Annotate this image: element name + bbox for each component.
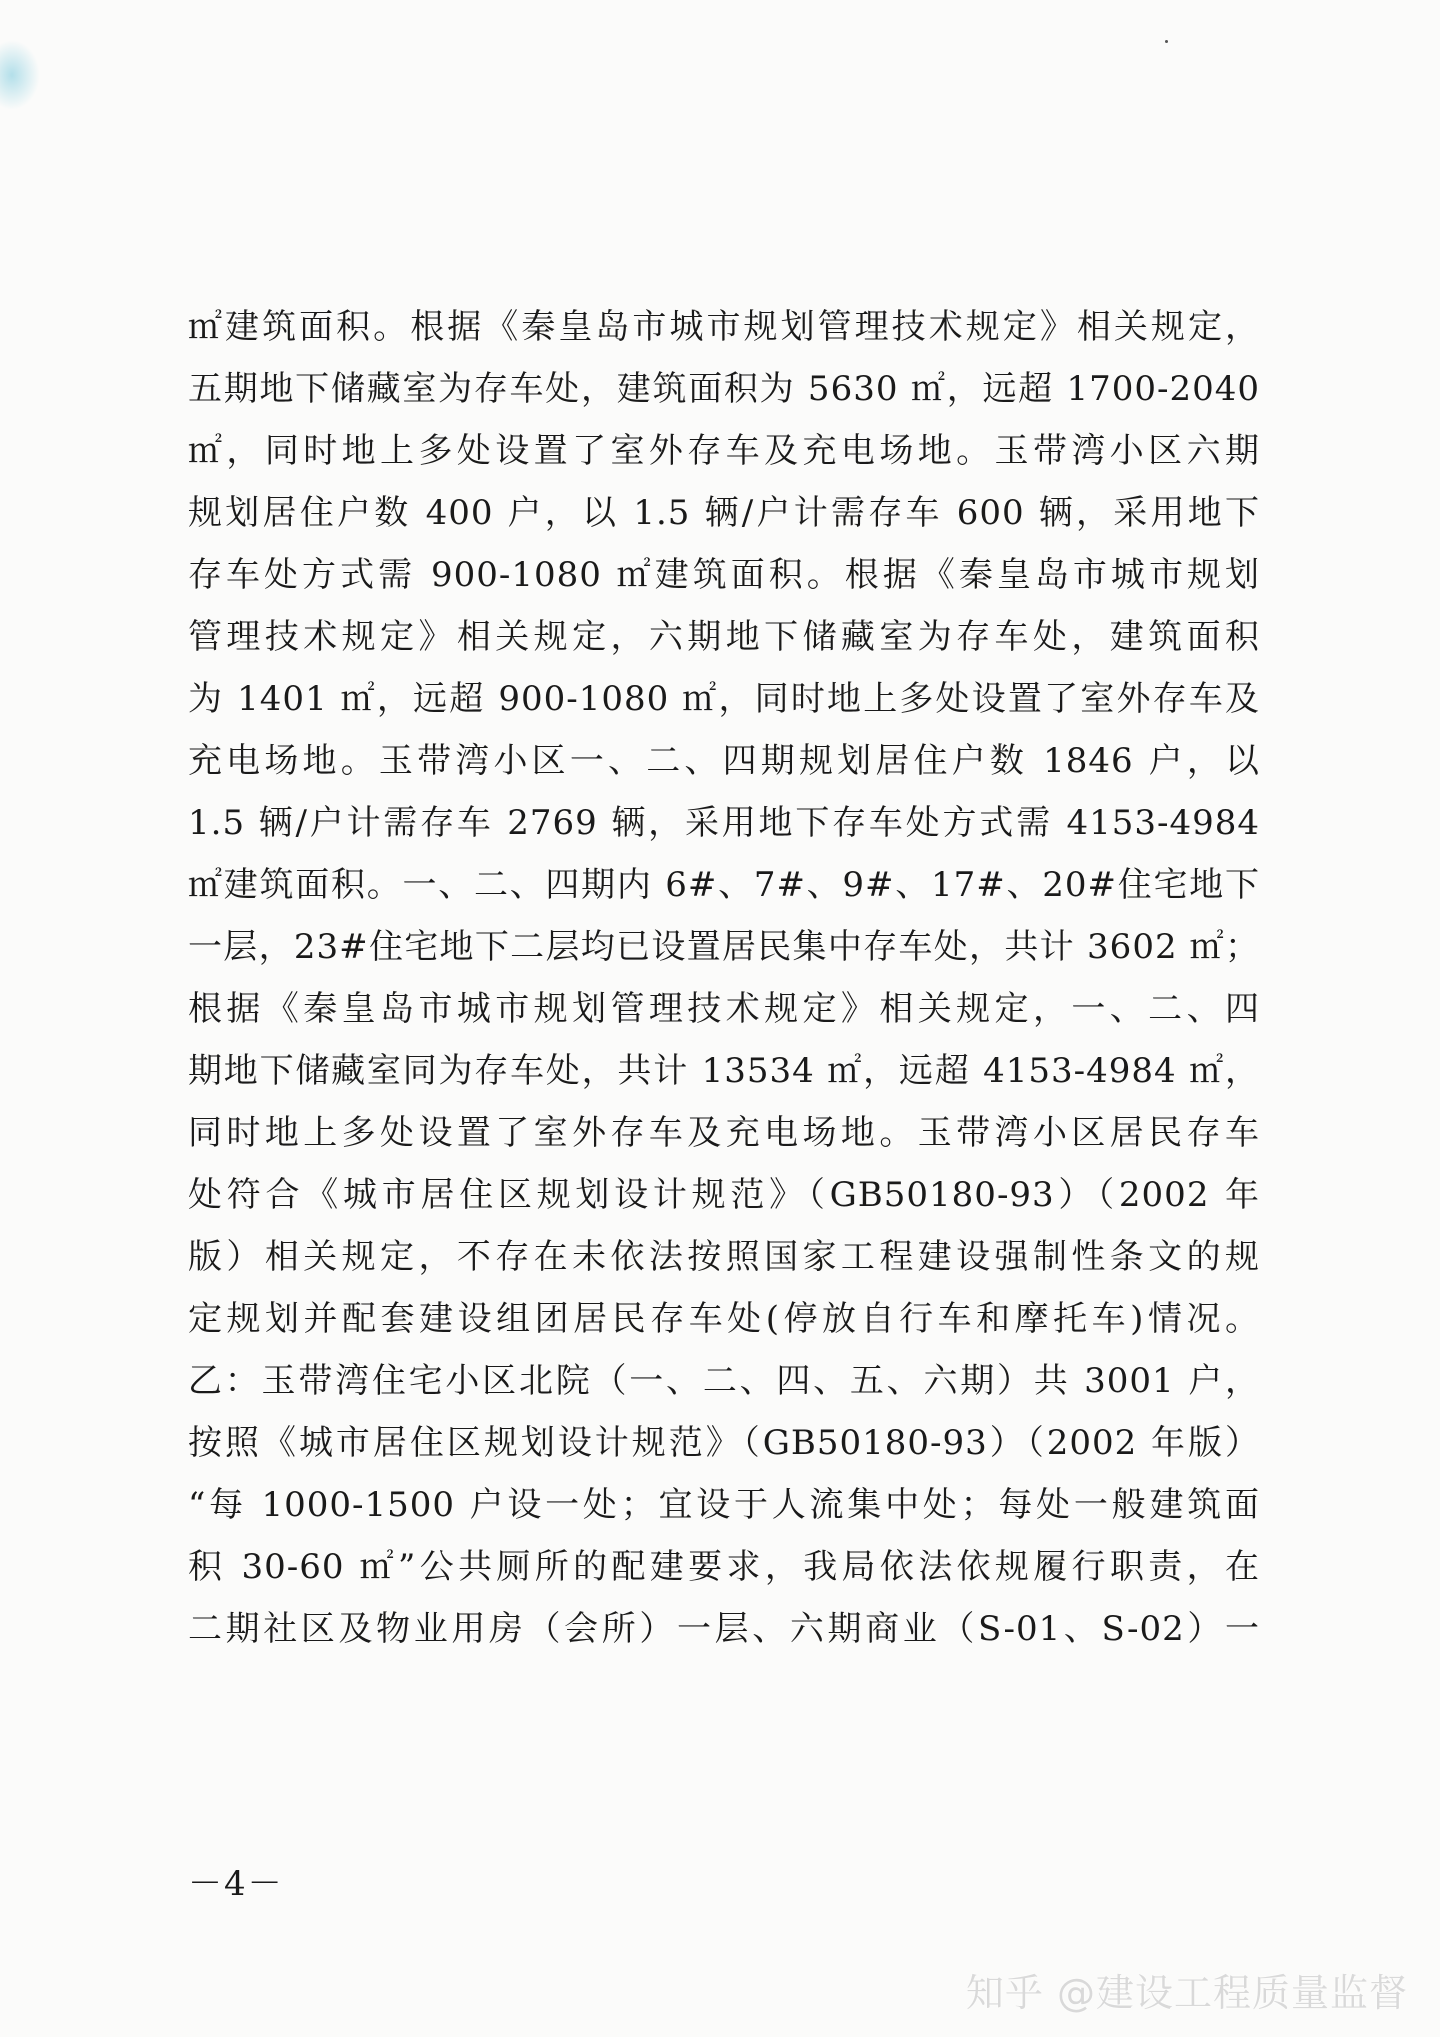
text-line: 定规划并配套建设组团居民存车处(停放自行车和摩托车)情况。: [188, 1299, 1260, 1339]
text-line: 积 30-60 ㎡”公共厕所的配建要求，我局依法依规履行职责，在: [188, 1547, 1260, 1587]
scan-dot: [1165, 40, 1168, 43]
text-line: ㎡，同时地上多处设置了室外存车及充电场地。玉带湾小区六期: [188, 431, 1260, 471]
text-line: ㎡建筑面积。一、二、四期内 6#、7#、9#、17#、20#住宅地下: [188, 865, 1260, 905]
text-line: 同时地上多处设置了室外存车及充电场地。玉带湾小区居民存车: [188, 1113, 1260, 1153]
text-line: 处符合《城市居住区规划设计规范》（GB50180-93）（2002 年: [188, 1175, 1260, 1215]
text-line: 规划居住户数 400 户，以 1.5 辆/户计需存车 600 辆，采用地下: [188, 493, 1260, 533]
text-line: 存车处方式需 900-1080 ㎡建筑面积。根据《秦皇岛市城市规划: [188, 555, 1260, 595]
text-line: 管理技术规定》相关规定，六期地下储藏室为存车处，建筑面积: [188, 617, 1260, 657]
text-line: 期地下储藏室同为存车处，共计 13534 ㎡，远超 4153-4984 ㎡，: [188, 1051, 1260, 1091]
watermark: 知乎 @建设工程质量监督: [965, 1971, 1408, 2015]
text-line: 版）相关规定，不存在未依法按照国家工程建设强制性条文的规: [188, 1237, 1260, 1277]
body-text: [188, 296, 1260, 1660]
text-line: 1.5 辆/户计需存车 2769 辆，采用地下存车处方式需 4153-4984: [188, 803, 1260, 843]
text-line: 为 1401 ㎡，远超 900-1080 ㎡，同时地上多处设置了室外存车及: [188, 679, 1260, 719]
text-line: ㎡建筑面积。根据《秦皇岛市城市规划管理技术规定》相关规定，: [188, 307, 1260, 347]
text-line: 充电场地。玉带湾小区一、二、四期规划居住户数 1846 户，以: [188, 741, 1260, 781]
text-line: 根据《秦皇岛市城市规划管理技术规定》相关规定，一、二、四: [188, 989, 1260, 1029]
text-line: 按照《城市居住区规划设计规范》（GB50180-93）（2002 年版）: [188, 1423, 1260, 1463]
text-line: 乙：玉带湾住宅小区北院（一、二、四、五、六期）共 3001 户，: [188, 1361, 1260, 1401]
text-line: 二期社区及物业用房（会所）一层、六期商业（S-01、S-02）一: [188, 1609, 1260, 1649]
text-line: “每 1000-1500 户设一处；宜设于人流集中处；每处一般建筑面: [188, 1485, 1260, 1525]
text-line: 一层，23#住宅地下二层均已设置居民集中存车处，共计 3602 ㎡；: [188, 927, 1260, 967]
text-line: 五期地下储藏室为存车处，建筑面积为 5630 ㎡，远超 1700-2040: [188, 369, 1260, 409]
page-number: －4－: [188, 1864, 284, 1904]
scan-smudge: [0, 40, 40, 110]
